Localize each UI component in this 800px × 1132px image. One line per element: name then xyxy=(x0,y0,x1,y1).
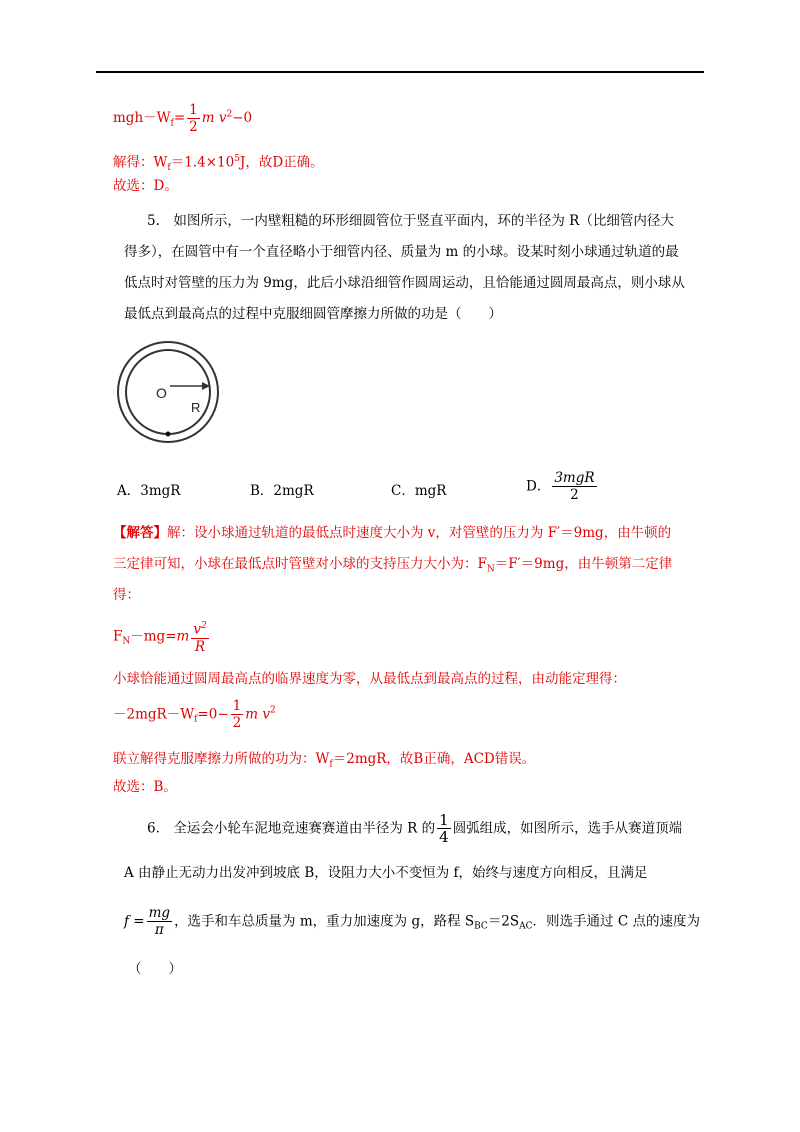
eq1-num xyxy=(191,618,208,639)
q6-f-num: mg xyxy=(148,905,171,921)
eq1-b: －mg= xyxy=(130,628,177,645)
answer5-text1: 解：设小球通过轨道的最低点时速度大小为 v，对管壁的压力为 F′＝9mg，由牛顿的 xyxy=(167,525,672,541)
q6-line4: （ ） xyxy=(128,961,182,977)
outer-ring xyxy=(118,342,218,442)
eq1-a: F xyxy=(113,628,123,645)
frac-num: 1 xyxy=(189,102,198,118)
q6-frac-den: 4 xyxy=(439,828,449,846)
eq2-b: =0− xyxy=(197,706,229,723)
prev-choice: 故选：D。 xyxy=(113,178,178,194)
answer-tag: 【解答】 xyxy=(113,525,167,541)
q6-text3a: ，选手和车总质量为 m，重力加速度为 g，路程 S xyxy=(174,913,475,930)
option-c[interactable]: C．mgR xyxy=(391,483,447,499)
eq1-sub: N xyxy=(122,636,131,647)
option-d-fraction xyxy=(552,470,596,503)
option-d[interactable] xyxy=(526,470,599,503)
solve-sub: f xyxy=(167,163,171,174)
eq-lhs: mgh－W xyxy=(113,110,171,126)
solve-sup: 5 xyxy=(234,154,240,164)
answer5-line3: 得： xyxy=(113,587,140,603)
answer5-text5a: 联立解得克服摩擦力所做的功为：W xyxy=(113,751,330,767)
work-energy-equation xyxy=(113,698,276,731)
q6-f-den: π xyxy=(154,922,164,938)
newton-equation xyxy=(113,618,211,655)
eq2-fraction xyxy=(231,698,244,731)
q6-fraction xyxy=(437,812,451,845)
option-a[interactable]: A．3mgR xyxy=(117,483,181,499)
eq2-den: 2 xyxy=(232,715,242,731)
eq-fraction xyxy=(187,102,200,135)
inner-ring xyxy=(126,350,210,434)
center-label: O xyxy=(156,385,167,401)
energy-equation xyxy=(113,102,252,135)
eq-tail: −0 xyxy=(232,110,253,126)
header-rule xyxy=(96,71,704,73)
eq-sign: = xyxy=(173,110,186,126)
eq1-m: m xyxy=(176,628,190,645)
eq-sup: 2 xyxy=(226,109,233,120)
option-b[interactable]: B．2mgR xyxy=(250,483,314,499)
q6-f-lhs: f = xyxy=(124,913,145,930)
q6-line3 xyxy=(124,905,700,938)
eq2-a: －2mgR－W xyxy=(113,706,195,723)
ring-tube-figure xyxy=(113,338,223,448)
answer5-line1 xyxy=(113,524,671,542)
eq1-num-sup: 2 xyxy=(200,621,207,631)
q6-sub-bc: BC xyxy=(474,921,488,932)
answer5-line5 xyxy=(113,750,535,774)
solve-prefix: 解得：W xyxy=(113,154,168,171)
option-d-den: 2 xyxy=(570,487,579,503)
prev-solve-line xyxy=(113,150,324,177)
q6-text1a: 6. 全运会小轮车泥地竞速赛赛道由半径为 R 的 xyxy=(147,820,436,837)
answer5-line4: 小球恰能通过圆周最高点的临界速度为零，从最低点到最高点的过程，由动能定理得： xyxy=(113,671,626,687)
option-d-prefix: D． xyxy=(526,478,551,495)
eq2-num: 1 xyxy=(232,698,242,714)
eq2-sup: 2 xyxy=(269,705,276,716)
solve-mid: ＝1.4×10 xyxy=(170,154,235,171)
q6-text3c: ．则选手通过 C 点的速度为 xyxy=(532,913,700,930)
q6-text1b: 圆弧组成，如图所示，选手从赛道顶端 xyxy=(452,820,683,837)
q6-line1 xyxy=(147,812,682,845)
eq1-fraction xyxy=(191,618,208,655)
answer5-line2 xyxy=(113,555,672,579)
q6-frac-num: 1 xyxy=(439,811,449,829)
answer5-text5b: ＝2mgR，故B正确，ACD错误。 xyxy=(332,751,536,767)
solve-tail: J，故D正确。 xyxy=(239,154,324,171)
eq1-den: R xyxy=(194,638,206,655)
answer5-sub: N xyxy=(486,564,495,575)
eq1-num-v: v xyxy=(193,621,201,638)
q5-line3: 低点时对管壁的压力为 9mg，此后小球沿细管作圆周运动，且恰能通过圆周最高点，则小球从 xyxy=(124,275,685,291)
q6-sub-ac: AC xyxy=(519,921,533,932)
q5-line1: 5. 如图所示，一内壁粗糙的环形细圆管位于竖直平面内，环的半径为 R（比细管内径大 xyxy=(147,213,674,229)
radius-label: R xyxy=(191,400,201,415)
q5-line4: 最低点到最高点的过程中克服细圆管摩擦力所做的功是（ ） xyxy=(124,306,502,322)
q5-line2: 得多），在圆管中有一个直径略小于细管内径、质量为 m 的小球。设某时刻小球通过轨道的最 xyxy=(124,244,679,260)
eq-mv: m v xyxy=(201,110,227,126)
answer5-choice: 故选：B。 xyxy=(113,779,177,795)
eq-lhs-sub: f xyxy=(170,118,174,129)
eq2-mv: m v xyxy=(245,706,270,723)
eq2-sub: f xyxy=(194,714,198,725)
answer5-text2a: 三定律可知，小球在最低点时管壁对小球的支持压力大小为：F xyxy=(113,556,487,572)
answer5-text2b: ＝F′＝9mg，由牛顿第二定律 xyxy=(494,556,673,572)
option-d-num: 3mgR xyxy=(554,470,595,486)
q6-f-fraction xyxy=(147,905,172,938)
answer5-sub5: f xyxy=(329,759,333,770)
q6-text3b: ＝2S xyxy=(487,913,520,930)
q6-line2: A 由静止无动力出发冲到坡底 B，设阻力大小不变恒为 f，始终与速度方向相反，且满足 xyxy=(124,865,648,881)
ball-marker xyxy=(166,432,171,437)
frac-den: 2 xyxy=(189,119,198,135)
